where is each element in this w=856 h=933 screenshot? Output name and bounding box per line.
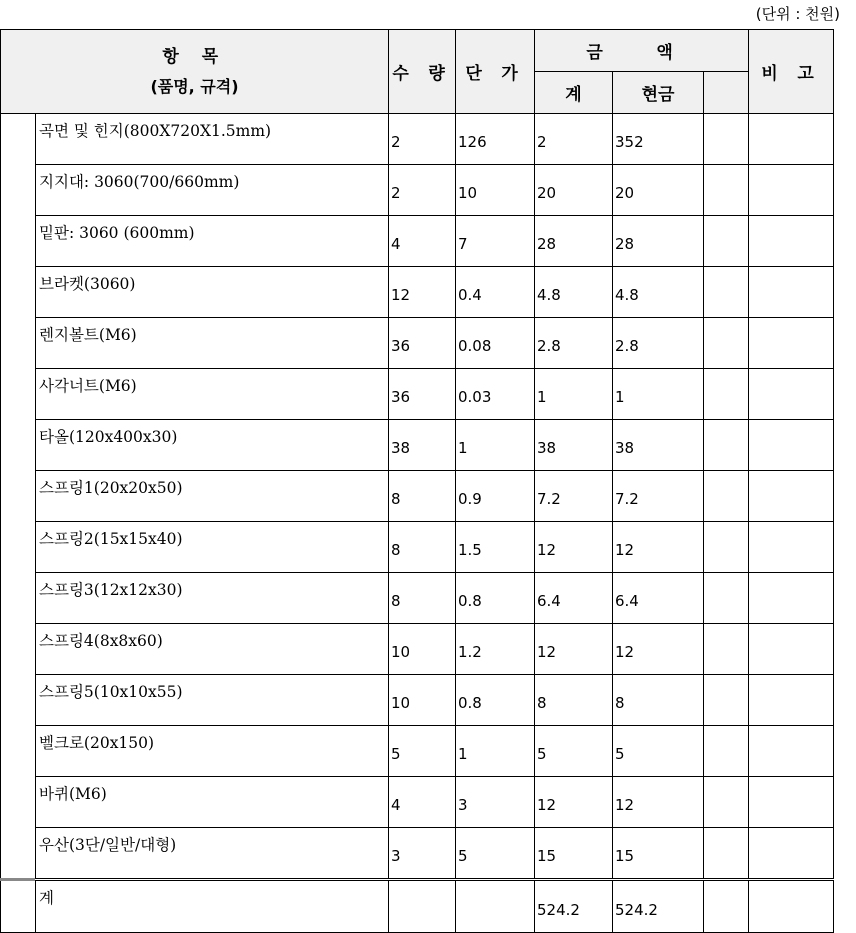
table-body: [1, 114, 834, 933]
unit-price-cell: 1: [456, 420, 535, 471]
item-name-cell: 브라켓(3060): [36, 267, 389, 318]
remarks-cell: [749, 880, 834, 933]
amount-blank-cell: [704, 777, 749, 828]
row-spacer-cell: [1, 267, 36, 318]
amount-cash-cell: 20: [613, 165, 704, 216]
item-name-cell: 바퀴(M6): [36, 777, 389, 828]
unit-price-cell: [456, 880, 535, 933]
remarks-cell: [749, 267, 834, 318]
amount-total-cell: 20: [535, 165, 613, 216]
remarks-cell: [749, 777, 834, 828]
amount-total-cell: 7.2: [535, 471, 613, 522]
budget-table: [0, 29, 834, 933]
remarks-cell: [749, 726, 834, 777]
table-row: [1, 318, 834, 369]
qty-cell: 3: [389, 828, 456, 880]
amount-blank-cell: [704, 369, 749, 420]
table-row: [1, 573, 834, 624]
qty-cell: 36: [389, 369, 456, 420]
unit-price-cell: 10: [456, 165, 535, 216]
remarks-cell: [749, 216, 834, 267]
header-unit-price: 단 가: [456, 30, 535, 114]
unit-price-cell: 1: [456, 726, 535, 777]
remarks-cell: [749, 675, 834, 726]
amount-blank-cell: [704, 573, 749, 624]
header-remarks: 비 고: [749, 30, 834, 114]
header-item-subtitle: (품명, 규격): [150, 76, 239, 96]
amount-blank-cell: [704, 420, 749, 471]
item-name-cell: 스프링1(20x20x50): [36, 471, 389, 522]
table-row: [1, 165, 834, 216]
unit-price-cell: 0.8: [456, 675, 535, 726]
amount-blank-cell: [704, 726, 749, 777]
qty-cell: 36: [389, 318, 456, 369]
table-row: [1, 369, 834, 420]
total-row: [1, 880, 834, 933]
item-name-cell: 우산(3단/일반/대형): [36, 828, 389, 880]
amount-total-cell: 12: [535, 777, 613, 828]
row-spacer-cell: [1, 216, 36, 267]
row-spacer-cell: [1, 420, 36, 471]
row-spacer-cell: [1, 777, 36, 828]
unit-price-cell: 0.8: [456, 573, 535, 624]
item-name-cell: 스프링2(15x15x40): [36, 522, 389, 573]
row-spacer-cell: [1, 624, 36, 675]
header-item: [1, 30, 389, 114]
amount-total-cell: 8: [535, 675, 613, 726]
qty-cell: 2: [389, 114, 456, 165]
qty-cell: 12: [389, 267, 456, 318]
unit-price-cell: 0.4: [456, 267, 535, 318]
qty-cell: 10: [389, 624, 456, 675]
unit-price-cell: 126: [456, 114, 535, 165]
amount-cash-cell: 15: [613, 828, 704, 880]
qty-cell: 8: [389, 573, 456, 624]
amount-blank-cell: [704, 471, 749, 522]
table-row: [1, 267, 834, 318]
qty-cell: 4: [389, 216, 456, 267]
amount-total-cell: 2.8: [535, 318, 613, 369]
unit-label: (단위 : 천원): [755, 5, 840, 23]
amount-total-cell: 6.4: [535, 573, 613, 624]
amount-total-cell: 2: [535, 114, 613, 165]
remarks-cell: [749, 573, 834, 624]
item-name-cell: 계: [36, 880, 389, 933]
table-row: [1, 726, 834, 777]
item-name-cell: 스프링4(8x8x60): [36, 624, 389, 675]
qty-cell: 5: [389, 726, 456, 777]
amount-cash-cell: 12: [613, 522, 704, 573]
remarks-cell: [749, 624, 834, 675]
amount-blank-cell: [704, 267, 749, 318]
table-row: [1, 114, 834, 165]
qty-cell: 4: [389, 777, 456, 828]
unit-price-cell: 3: [456, 777, 535, 828]
table-row: [1, 420, 834, 471]
amount-cash-cell: 12: [613, 624, 704, 675]
table-row: [1, 675, 834, 726]
amount-cash-cell: 5: [613, 726, 704, 777]
table-row: [1, 471, 834, 522]
unit-price-cell: 5: [456, 828, 535, 880]
header-item-title: 항 목: [162, 46, 227, 67]
item-name-cell: 벨크로(20x150): [36, 726, 389, 777]
row-spacer-cell: [1, 880, 36, 933]
amount-blank-cell: [704, 522, 749, 573]
amount-total-cell: 28: [535, 216, 613, 267]
amount-cash-cell: 6.4: [613, 573, 704, 624]
qty-cell: 2: [389, 165, 456, 216]
row-spacer-cell: [1, 828, 36, 880]
amount-cash-cell: 38: [613, 420, 704, 471]
amount-blank-cell: [704, 165, 749, 216]
item-name-cell: 렌지볼트(M6): [36, 318, 389, 369]
remarks-cell: [749, 369, 834, 420]
amount-total-cell: 38: [535, 420, 613, 471]
amount-total-cell: 5: [535, 726, 613, 777]
amount-blank-cell: [704, 624, 749, 675]
amount-blank-cell: [704, 675, 749, 726]
amount-total-cell: 4.8: [535, 267, 613, 318]
header-amount-total: 계: [535, 72, 613, 114]
remarks-cell: [749, 318, 834, 369]
unit-price-cell: 0.08: [456, 318, 535, 369]
remarks-cell: [749, 420, 834, 471]
amount-total-cell: 12: [535, 624, 613, 675]
table-row: [1, 216, 834, 267]
remarks-cell: [749, 165, 834, 216]
row-spacer-cell: [1, 369, 36, 420]
amount-blank-cell: [704, 318, 749, 369]
remarks-cell: [749, 522, 834, 573]
table-row: [1, 624, 834, 675]
amount-cash-cell: 4.8: [613, 267, 704, 318]
header-qty: 수 량: [389, 30, 456, 114]
amount-cash-cell: 1: [613, 369, 704, 420]
unit-price-cell: 1.5: [456, 522, 535, 573]
qty-cell: [389, 880, 456, 933]
row-spacer-cell: [1, 522, 36, 573]
amount-cash-cell: 28: [613, 216, 704, 267]
unit-price-cell: 7: [456, 216, 535, 267]
item-name-cell: 지지대: 3060(700/660mm): [36, 165, 389, 216]
amount-total-cell: 1: [535, 369, 613, 420]
amount-blank-cell: [704, 880, 749, 933]
unit-price-cell: 0.9: [456, 471, 535, 522]
qty-cell: 38: [389, 420, 456, 471]
header-amount-blank: [704, 72, 749, 114]
item-name-cell: 밑판: 3060 (600mm): [36, 216, 389, 267]
amount-total-cell: 15: [535, 828, 613, 880]
remarks-cell: [749, 828, 834, 880]
remarks-cell: [749, 114, 834, 165]
unit-price-cell: 1.2: [456, 624, 535, 675]
amount-cash-cell: 7.2: [613, 471, 704, 522]
row-spacer-cell: [1, 114, 36, 165]
qty-cell: 10: [389, 675, 456, 726]
header-amount-cash: 현금: [613, 72, 704, 114]
qty-cell: 8: [389, 471, 456, 522]
unit-price-cell: 0.03: [456, 369, 535, 420]
row-spacer-cell: [1, 318, 36, 369]
amount-blank-cell: [704, 114, 749, 165]
item-name-cell: 곡면 및 힌지(800X720X1.5mm): [36, 114, 389, 165]
header-amount: 금 액: [535, 30, 749, 72]
table-row: [1, 777, 834, 828]
item-name-cell: 타올(120x400x30): [36, 420, 389, 471]
remarks-cell: [749, 471, 834, 522]
amount-cash-cell: 352: [613, 114, 704, 165]
amount-blank-cell: [704, 828, 749, 880]
item-name-cell: 스프링5(10x10x55): [36, 675, 389, 726]
amount-cash-cell: 8: [613, 675, 704, 726]
table-row: [1, 522, 834, 573]
amount-total-cell: 12: [535, 522, 613, 573]
table-row: [1, 828, 834, 880]
row-spacer-cell: [1, 471, 36, 522]
item-name-cell: 사각너트(M6): [36, 369, 389, 420]
amount-blank-cell: [704, 216, 749, 267]
amount-total-cell: 524.2: [535, 880, 613, 933]
amount-cash-cell: 12: [613, 777, 704, 828]
row-spacer-cell: [1, 573, 36, 624]
row-spacer-cell: [1, 165, 36, 216]
qty-cell: 8: [389, 522, 456, 573]
amount-cash-cell: 524.2: [613, 880, 704, 933]
row-spacer-cell: [1, 675, 36, 726]
amount-cash-cell: 2.8: [613, 318, 704, 369]
item-name-cell: 스프링3(12x12x30): [36, 573, 389, 624]
row-spacer-cell: [1, 726, 36, 777]
